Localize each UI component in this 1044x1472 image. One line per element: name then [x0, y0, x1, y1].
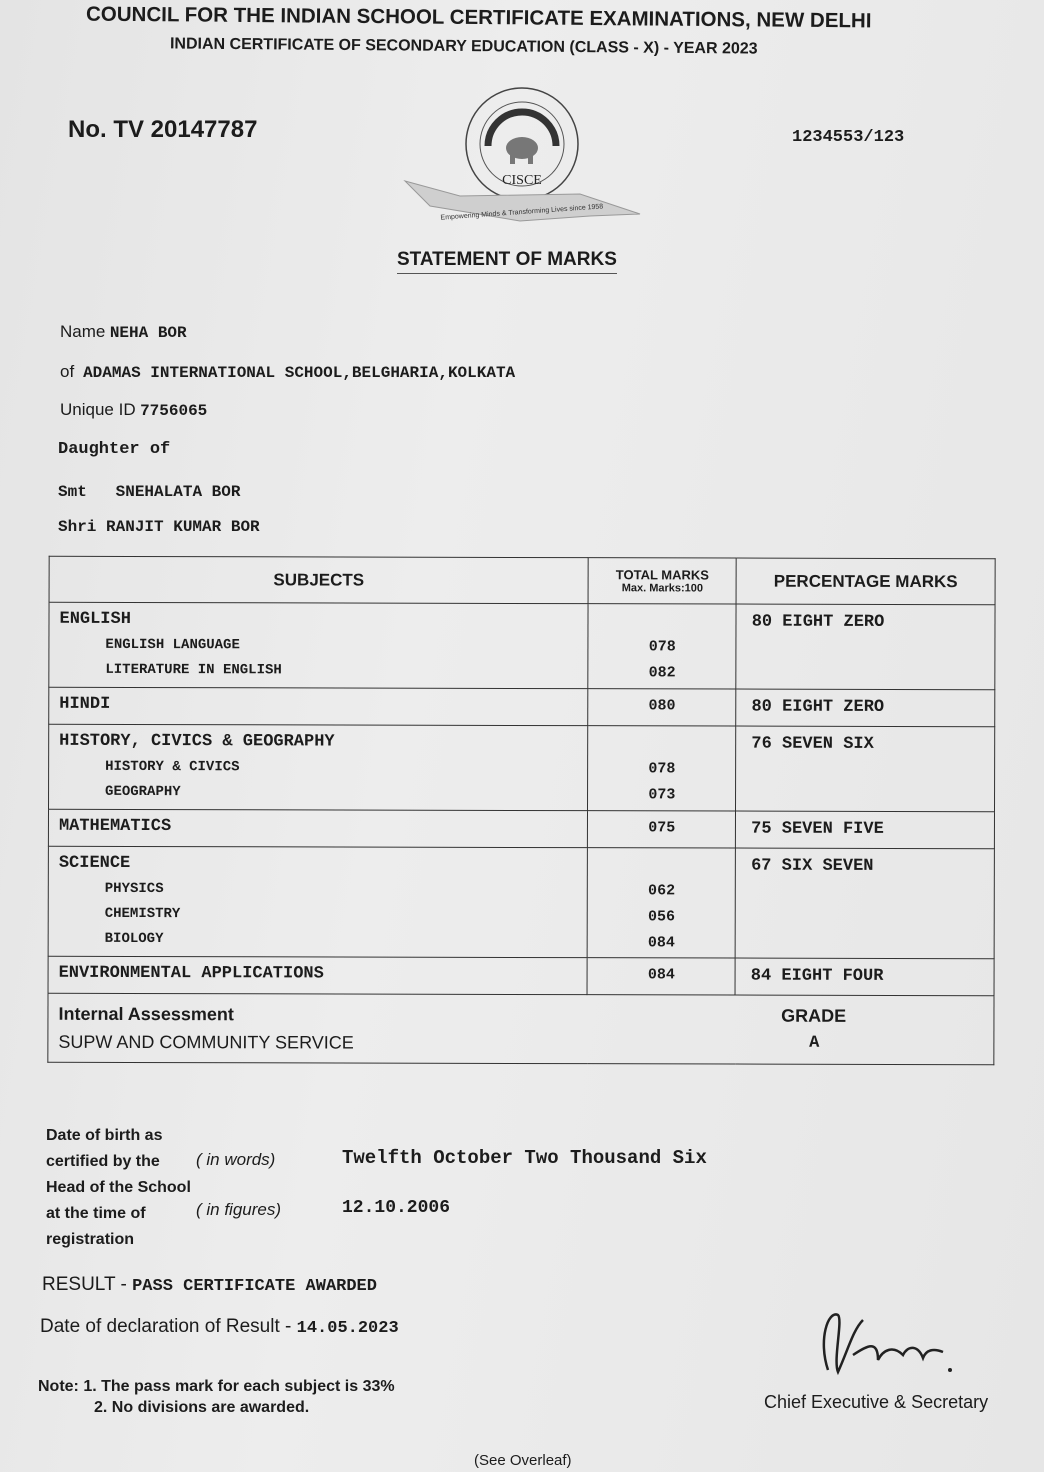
subject-cell	[49, 724, 589, 810]
in-words-label: ( in words)	[196, 1150, 276, 1169]
result-line	[42, 1274, 377, 1296]
subject-row	[49, 687, 995, 726]
component-marks: 078	[648, 760, 676, 778]
name-line	[60, 322, 187, 342]
subject-cell	[49, 602, 589, 688]
subject-row	[49, 724, 995, 811]
percentage-value: 80 EIGHT ZERO	[751, 697, 885, 717]
notes	[38, 1376, 395, 1418]
supw-grade: A	[809, 1033, 820, 1053]
note-2: 2. No divisions are awarded.	[94, 1399, 310, 1416]
percentage-cell	[736, 604, 995, 690]
subject-name: HISTORY, CIVICS & GEOGRAPHY	[59, 731, 335, 752]
marks-cell	[587, 848, 735, 958]
marks-cell	[587, 958, 735, 995]
subject-name: ENVIRONMENTAL APPLICATIONS	[58, 963, 324, 984]
document-title: STATEMENT OF MARKS	[397, 249, 617, 274]
subject-name: MATHEMATICS	[58, 816, 172, 837]
internal-assessment-row	[48, 993, 994, 1064]
in-figures-label: ( in figures)	[196, 1200, 282, 1219]
name-label: Name	[60, 322, 106, 341]
subject-name: ENGLISH	[59, 609, 131, 629]
dob-caption	[46, 1123, 191, 1253]
dob-caption-line: certified by the	[46, 1153, 160, 1170]
dob-figures: 12.10.2006	[342, 1198, 451, 1218]
cisce-logo	[400, 86, 645, 236]
percentage-value: 75 SEVEN FIVE	[751, 819, 884, 839]
subject-marks: 084	[647, 966, 675, 984]
subject-row	[49, 602, 995, 689]
subject-cell	[48, 809, 587, 847]
uid-line	[60, 400, 207, 420]
declaration-label: Date of declaration of Result -	[40, 1316, 292, 1337]
subject-marks: 075	[648, 819, 676, 837]
percentage-cell	[736, 811, 995, 849]
father-name: RANJIT KUMAR BOR	[106, 518, 260, 536]
student-name: NEHA BOR	[109, 324, 187, 342]
exam-heading: INDIAN CERTIFICATE OF SECONDARY EDUCATION (CLASS - X) - YEAR 2023	[169, 35, 758, 58]
max-marks-label: Max. Marks:100	[621, 582, 704, 595]
component-name: CHEMISTRY	[104, 905, 181, 923]
component-name: LITERATURE IN ENGLISH	[105, 661, 282, 679]
percentage-cell	[735, 848, 994, 959]
percentage-cell	[736, 726, 995, 812]
of-label: of	[60, 362, 75, 381]
component-marks: 073	[648, 786, 676, 804]
note-1: 1. The pass mark for each subject is 33%	[83, 1378, 395, 1395]
grade-label: GRADE	[781, 1005, 847, 1026]
percentage-header: PERCENTAGE MARKS	[736, 558, 995, 605]
note-label: Note:	[38, 1378, 79, 1395]
unique-id: 7756065	[140, 402, 208, 420]
council-heading: COUNCIL FOR THE INDIAN SCHOOL CERTIFICATE EXAMINATIONS, NEW DELHI	[85, 2, 872, 33]
uid-label: Unique ID	[60, 400, 136, 419]
subject-cell	[49, 687, 588, 725]
school-line	[60, 362, 515, 382]
component-name: PHYSICS	[104, 880, 164, 898]
internal-assessment-label: Internal Assessment	[58, 1003, 234, 1025]
father-label: Shri	[58, 518, 97, 536]
percentage-value: 84 EIGHT FOUR	[750, 966, 884, 986]
marks-cell	[588, 726, 736, 811]
component-name: GEOGRAPHY	[105, 783, 181, 801]
declaration-date: 14.05.2023	[296, 1319, 399, 1338]
component-name: HISTORY & CIVICS	[105, 758, 240, 776]
father-line	[58, 518, 260, 536]
subject-name: SCIENCE	[58, 853, 131, 873]
mother-label: Smt	[58, 483, 87, 501]
total-marks-header	[588, 558, 736, 604]
mother-name: SNEHALATA BOR	[115, 483, 241, 501]
marks-cell	[588, 811, 736, 848]
component-marks: 062	[648, 882, 676, 900]
component-marks: 084	[647, 934, 675, 952]
dob-caption-line: Head of the School	[46, 1179, 191, 1196]
marks-cell	[588, 604, 736, 689]
percentage-cell	[735, 958, 994, 996]
subject-cell	[48, 846, 588, 957]
see-overleaf: (See Overleaf)	[474, 1452, 572, 1469]
subject-row	[48, 956, 994, 995]
component-name: BIOLOGY	[104, 930, 164, 948]
reference-number: 1234553/123	[792, 128, 905, 147]
marks-table	[47, 556, 995, 1065]
signature	[808, 1300, 958, 1390]
school-name: ADAMAS INTERNATIONAL SCHOOL,BELGHARIA,KOLKATA	[83, 364, 516, 382]
svg-text:CISCE: CISCE	[502, 173, 542, 188]
subject-row	[48, 846, 994, 958]
percentage-value: 76 SEVEN SIX	[751, 734, 874, 754]
percentage-cell	[736, 689, 995, 727]
component-marks: 078	[648, 638, 676, 656]
relation-label: Daughter of	[58, 440, 171, 459]
subjects-header: SUBJECTS	[49, 556, 588, 603]
marks-cell	[588, 689, 736, 726]
dob-caption-line: at the time of	[46, 1205, 146, 1222]
declaration-line	[40, 1316, 399, 1338]
certificate-number: No. TV 20147787	[68, 116, 258, 143]
svg-text:Empowering Minds & Transformin: Empowering Minds & Transforming Lives since 1958	[440, 203, 604, 222]
total-label: TOTAL MARKS	[615, 567, 710, 583]
supw-label: SUPW AND COMMUNITY SERVICE	[58, 1031, 354, 1053]
subject-cell	[48, 956, 587, 994]
signatory-title: Chief Executive & Secretary	[764, 1392, 989, 1412]
percentage-value: 67 SIX SEVEN	[751, 856, 874, 876]
result-value: PASS CERTIFICATE AWARDED	[132, 1277, 377, 1296]
percentage-value: 80 EIGHT ZERO	[751, 612, 885, 632]
result-label: RESULT -	[42, 1274, 127, 1295]
component-marks: 082	[648, 664, 676, 682]
dob-caption-line: registration	[46, 1231, 135, 1248]
dob-caption-line: Date of birth as	[46, 1127, 163, 1144]
subject-row	[48, 809, 994, 848]
subject-name: HINDI	[59, 694, 111, 714]
subject-marks: 080	[648, 697, 676, 715]
mother-line	[58, 483, 240, 501]
component-marks: 056	[647, 908, 676, 926]
component-name: ENGLISH LANGUAGE	[105, 636, 240, 654]
dob-words: Twelfth October Two Thousand Six	[342, 1147, 707, 1169]
